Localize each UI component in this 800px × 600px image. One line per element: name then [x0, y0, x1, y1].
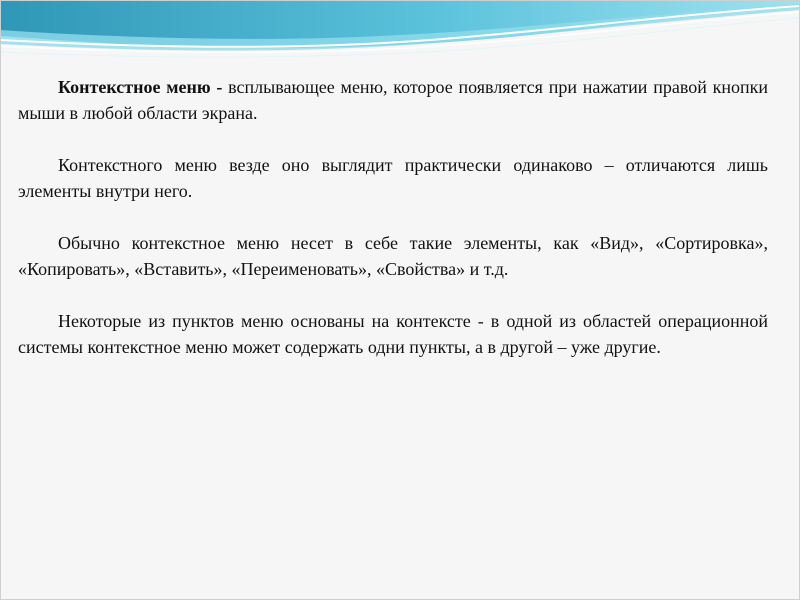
paragraph-text: всплывающее меню, которое появляется при нажатии правой кнопки мыши в любой области экрана.: [18, 77, 768, 123]
paragraph-text: Обычно контекстное меню несет в себе такие элементы, как «Вид», «Сортировка», «Копировать», «Вставить», «Переименовать», «Свойства» и т.д.: [18, 233, 768, 279]
term-bold: Контекстное меню -: [58, 77, 223, 97]
paragraph-text: Некоторые из пунктов меню основаны на контексте - в одной из областей операционной системы контекстное меню может содержать одни пункты, а в другой – уже другие.: [18, 311, 768, 357]
paragraph-text: Контекстного меню везде оно выглядит практически одинаково – отличаются лишь элементы внутри него.: [18, 155, 768, 201]
